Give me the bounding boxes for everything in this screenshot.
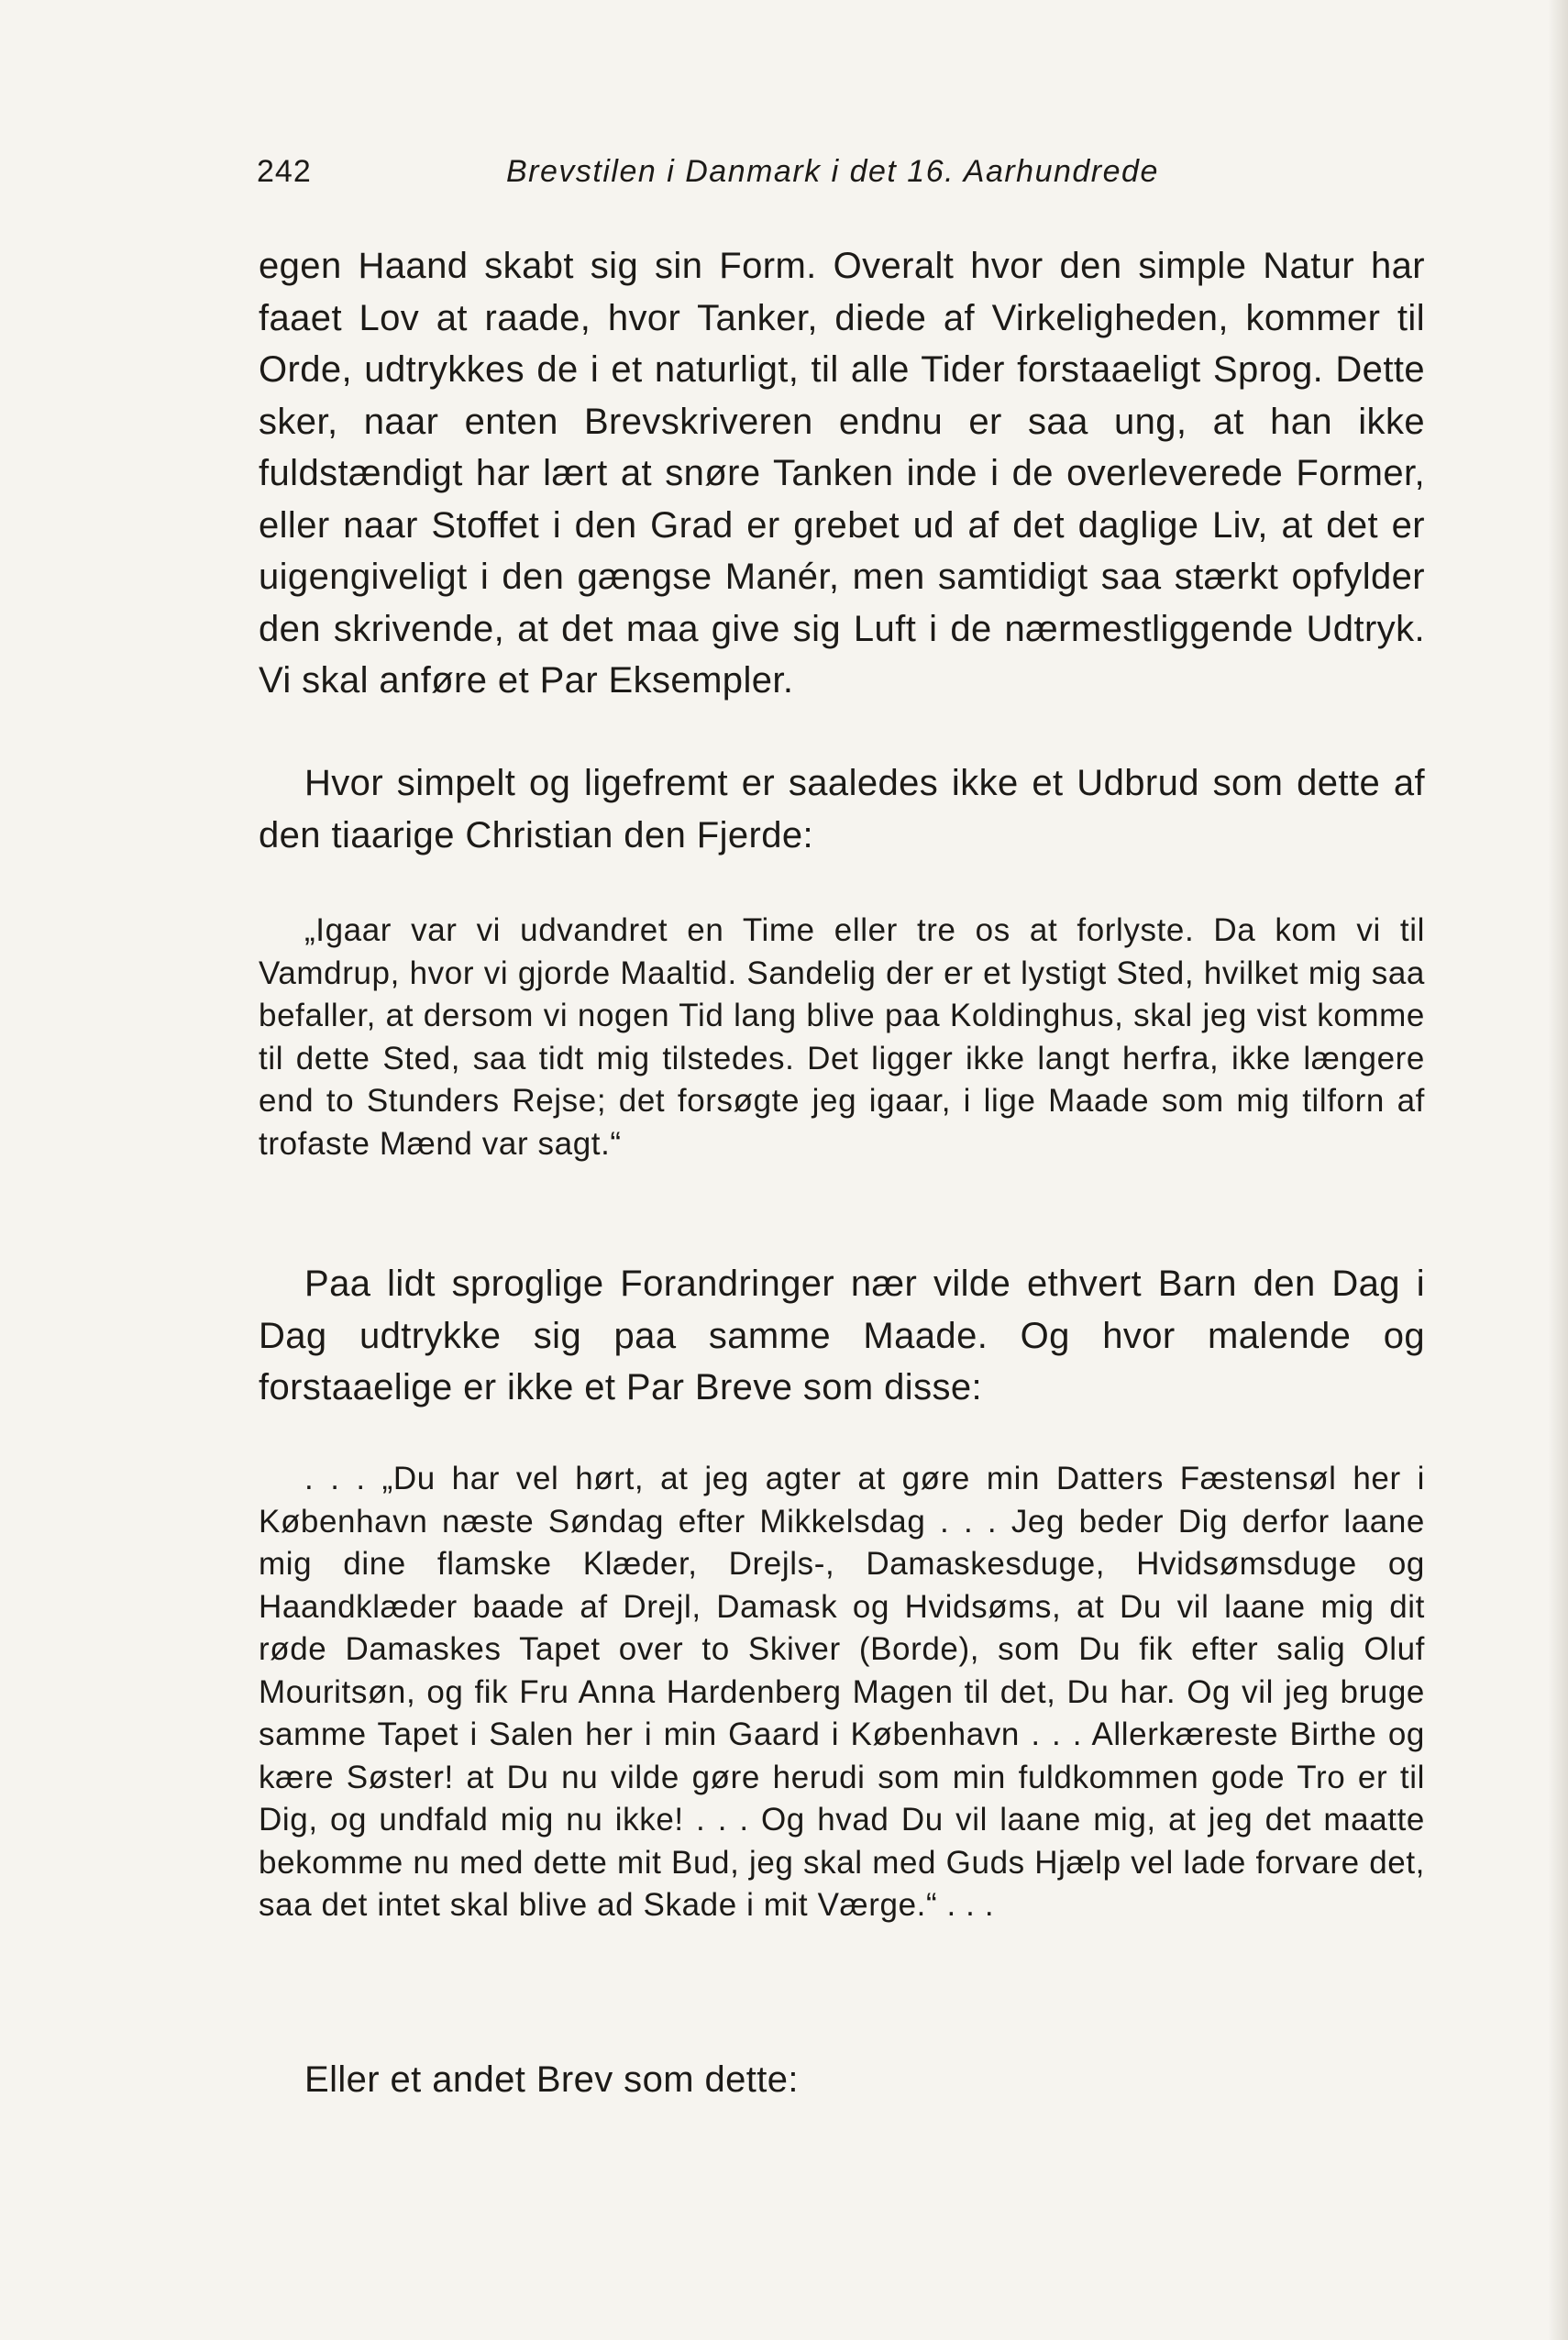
paragraph-2-block <box>259 757 1425 861</box>
quote-1: „Igaar var vi udvandret en Time eller tre os at forlyste. Da kom vi til Vamdrup, hvor vi gjorde Maaltid. Sandelig der er et lystigt Sted, hvilket mig saa befaller, at dersom vi nogen Tid lang blive paa Koldinghus, skal jeg vist komme til dette Sted, saa tidt mig tilstedes. Det ligger ikke langt herfra, ikke længere end to Stunders Rejse; det forsøgte jeg igaar, i lige Maade som mig tilforn af trofaste Mænd var sagt.“ <box>259 912 1425 1162</box>
page-edge-shadow <box>1548 0 1568 2340</box>
running-header <box>257 154 1174 200</box>
running-title: Brevstilen i Danmark i det 16. Aarhundrede <box>506 154 1159 189</box>
paragraph-3-block <box>259 1258 1425 1414</box>
paragraph-3: Paa lidt sproglige Forandringer nær vilde ethvert Barn den Dag i Dag udtrykke sig paa samme Maade. Og hvor malende og forstaaelige er ikke et Par Breve som disse: <box>259 1264 1425 1407</box>
paragraph-1: egen Haand skabt sig sin Form. Overalt hvor den simple Natur har faaet Lov at raade, hvor Tanker, diede af Virkeligheden, kommer til Orde, udtrykkes de i et naturligt, til alle Tider forstaaeligt Sprog. Dette sker, naar enten Brevskriveren endnu er saa ung, at han ikke fuldstændigt har lært at snøre Tanken inde i de overleverede Former, eller naar Stoffet i den Grad er grebet ud af det daglige Liv, at det er uigengiveligt i den gængse Manér, men samtidigt saa stærkt opfylder den skrivende, at det maa give sig Luft i de nærmestliggende Udtryk. Vi skal anføre et Par Eksempler. <box>259 246 1425 701</box>
quote-1-block <box>259 910 1425 1165</box>
paragraph-4: Eller et andet Brev som dette: <box>304 2059 799 2100</box>
paragraph-2: Hvor simpelt og ligefremt er saaledes ikke et Udbrud som dette af den tiaarige Christian den Fjerde: <box>259 763 1425 855</box>
paragraph-1-block <box>259 240 1425 707</box>
page-number: 242 <box>257 154 312 189</box>
paragraph-4-block <box>259 2054 1425 2106</box>
quote-2-block <box>259 1458 1425 1927</box>
quote-2: . . . „Du har vel hørt, at jeg agter at gøre min Datters Fæstensøl her i København næste Søndag efter Mikkelsdag . . . Jeg beder Dig derfor laane mig dine flamske Klæder, Drejls-, Damaskesduge, Hvidsømsduge og Haandklæder baade af Drejl, Damask og Hvidsøms, at Du vil laane mig dit røde Damaskes Tapet over to Skiver (Borde), som Du fik efter salig Oluf Mouritsøn, og fik Fru Anna Hardenberg Magen til det, Du har. Og vil jeg bruge samme Tapet i Salen her i min Gaard i København . . . Allerkæreste Birthe og kære Søster! at Du nu vilde gøre herudi som min fuldkommen gode Tro er til Dig, og undfald mig nu ikke! . . . Og hvad Du vil laane mig, at jeg det maatte bekomme nu med dette mit Bud, jeg skal med Guds Hjælp vel lade forvare det, saa det intet skal blive ad Skade i mit Værge.“ . . . <box>259 1461 1425 1923</box>
